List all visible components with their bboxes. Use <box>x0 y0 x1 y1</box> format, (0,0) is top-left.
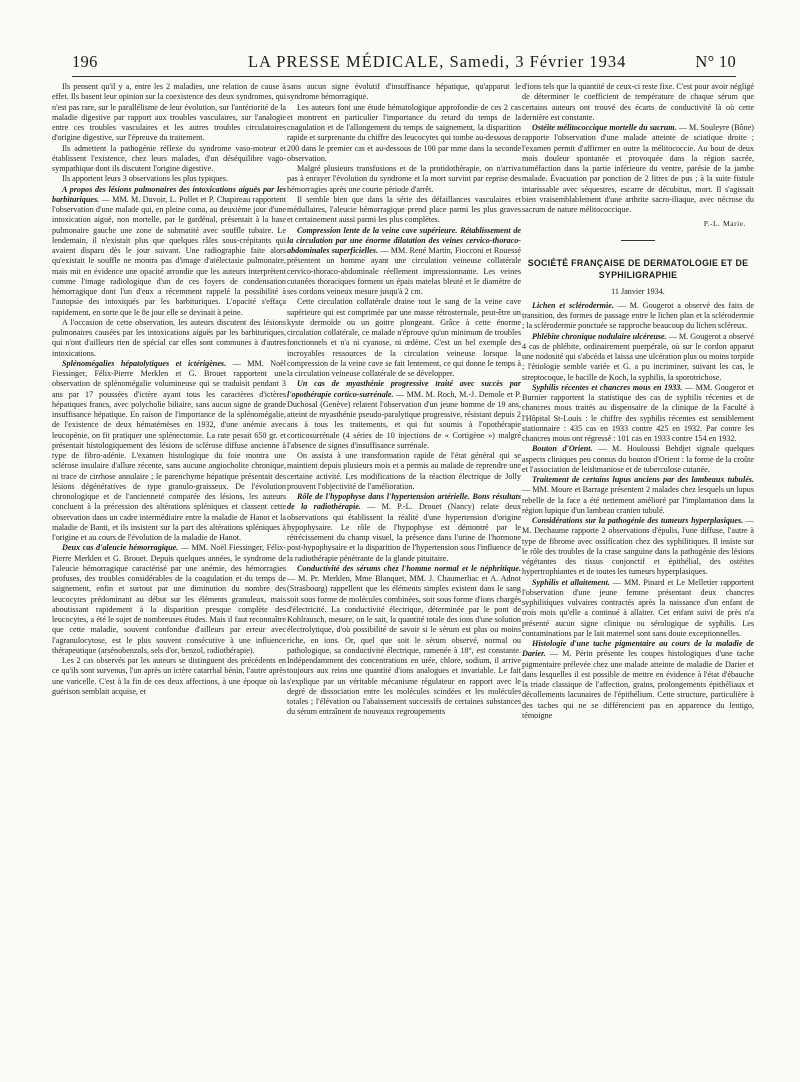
paragraph <box>287 195 521 226</box>
paragraph <box>287 226 521 298</box>
paragraph <box>522 123 754 215</box>
paragraph-text: Malgré plusieurs transfusions et de la protidothérapie, on n'arriva pas à enrayer l'évolution du syndrome et la mort survint par reprise des hémorragies après une courte période d'arrêt. <box>287 164 521 194</box>
session-date: 11 Janvier 1934. <box>611 286 665 296</box>
section-heading: Syphilis récentes et chancres mous en 1933. <box>532 382 683 392</box>
section-heading: Bouton d'Orient. <box>532 444 593 454</box>
section-heading: A propos des lésions pulmonaires des intoxications aiguës par les barbituriques. <box>52 184 286 204</box>
paragraph <box>52 82 286 144</box>
paragraph <box>522 639 754 721</box>
paragraph-text: — M. Souleyre (Bône) rapporte l'observation d'une malade atteinte de sciatique droite ; l'examen permit d'affirmer en outre la mélitococcie. Au bout de deux mois douleur spontanée et provoquée dans la région sacrée, tuméfaction dans la partie inférieure du ventre, parésie de la jambe malade. Évacuation par ponction de 2 litres de pus ; à la suite fistule intarissable avec séquestres, escarre de décubitus, mort. Il s'agissait bien vraisemblablement d'une arthrite sacro-iliaque, avec nécrose du sacrum de nature mélitococcique. <box>522 123 754 214</box>
paragraph-text: — MM. Pinard et Le Melletier rapportent l'observation d'une jeune femme présentant deux chancres syphilitiques vulvaires contractés après la naissance d'un enfant de trois mois qu'elle a continué à allaiter. Cet enfant suivi de près n'a présenté aucun signe clinique ou sérologique de syphilis. Les contaminations par le lait maternel sont sans doute exceptionnelles. <box>522 577 754 638</box>
section-heading: Compression lente de la veine cave supérieure. Rétablissement de la circulation par une énorme dilatation des veines cervico-thoraco-abdominales superficielles. <box>287 225 521 255</box>
paragraph <box>522 516 754 578</box>
section-heading: Deux cas d'aleucie hémorragique. <box>62 543 179 553</box>
paragraph-text: — MM. Gougerot et Burnier rapportent la statistique des cas de syphilis récentes et de chancres mous traités au dispensaire de la clinique de la Faculté à l'Hôpital St-Louis : le chiffre des syphilis récentes est sensiblement stationnaire : 435 cas en 1933 contre 425 en 1932. Par contre les chancres mous ont régressé : 101 cas en 1933 contre 154 en 1932. <box>522 382 754 443</box>
paragraph-text: sans aucun signe évolutif d'insuffisance hépatique, qu'apparut le syndrome hémorragique. <box>287 82 521 102</box>
paragraph <box>287 297 521 379</box>
paragraph <box>52 656 286 697</box>
section-heading: Considérations sur la pathogénie des tumeurs hyperplasiques. <box>532 516 744 525</box>
paragraph-text: Cette circulation collatérale draine tout le sang de la veine cave supérieure qui est comprimée par une masse rétrosternale, peut-être un kyste dermoïde ou un goitre plongeant. Grâce à cette énorme circulation collatérale, ce malade n'éprouve qu'un minimum de troubles fonctionnels et n'a ni cyanose, ni œdème. C'est un bel exemple des incroyables ressources de la circulation veineuse lorsque la compression de la veine cave se fait lentement, ce qui donne le temps à la circulation veineuse collatérale de se développer. <box>287 297 521 378</box>
page-number: 196 <box>72 52 98 71</box>
paragraph-text: Les 2 cas observés par les auteurs se distinguent des précédents en ce qu'ils sont survenus, l'un après un ictère catarrhal bénin, l'autre après une varicelle. C'est à la fin de ces deux affections, à une époque où la guérison semblait acquise, et <box>52 656 286 696</box>
paragraph <box>52 185 286 318</box>
paragraph-text: — M. Houloussi Behdjet signale quelques aspects cliniques peu connus du bouton d'Orient : la forme de la croûte et l'association de leishmaniose et de tuberculose cutanée. <box>522 444 754 474</box>
column-right-bottom <box>522 301 754 721</box>
paragraph <box>522 332 754 383</box>
paragraph <box>522 82 754 123</box>
column-right-top <box>522 82 754 215</box>
column-left <box>52 82 286 697</box>
section-heading: Traitement de certains lupus anciens par des lambeaux tubulés. <box>532 475 754 484</box>
section-heading: Histologie d'une tache pigmentaire au cours de la maladie de Darier. <box>522 639 754 659</box>
paragraph-text: Il semble bien que dans la série des défaillances vasculaires et médullaires, l'aleucie hémorragique prend place parmi les plus graves et certainement aussi parmi les plus complètes. <box>287 194 521 225</box>
section-heading: Ostéite mélitococcique mortelle du sacrum. <box>532 123 677 132</box>
paragraph <box>52 144 286 175</box>
paragraph <box>287 564 521 718</box>
column-right <box>522 82 754 721</box>
paragraph-text: — MM. Noël Fiessinger, Félix-Pierre Merklen et G. Brouet. Depuis quelques années, le syndrome de l'aleucie hémorragique caractérisé par une anémie, des hémorragies profuses, des troubles considérables de la coagulation et du temps de saignement, enfin et surtout par une diminution du nombre des leucocytes prédominant au début sur les éléments granuleux, mais aboutissant rapidement à la disparition presque complète des leucocytes, a été le sujet de nombreuses études. Mais il faut reconnaître que cette maladie, souvent confondue d'ailleurs par erreur avec l'agranulocytose, est le plus souvent consécutive à une influence thérapeutique (arsénobenzols, sels d'or, benzol, radiothérapie). <box>52 543 286 655</box>
society-heading: SOCIÉTÉ FRANÇAISE DE DERMATOLOGIE ET DE SYPHILIGRAPHIE <box>527 257 749 280</box>
paragraph <box>287 492 521 564</box>
paragraph-text: Ils pensent qu'il y a, entre les 2 maladies, une relation de cause à effet. Ils basent leur opinion sur la coexistence des deux syndromes, qui n'est pas rare, sur le parallélisme de leur évolution, sur l'antériorité de la maladie digestive par rapport aux troubles vasculaires, sur l'analogie entre ces troubles vasculaires et les autres troubles circulatoires d'origine digestive, sur l'épreuve du traitement. <box>52 82 286 143</box>
paragraph-text: Ils admettent la pathogénie réflexe du syndrome vaso-moteur et établissent l'existence, chez leurs malades, d'un déséquilibre vago-sympathique dont ils discutent l'origine digestive. <box>52 143 286 173</box>
paragraph <box>52 318 286 359</box>
paragraph-text: Les auteurs font une étude hématologique approfondie de ces 2 cas et montrent en particulier l'importance du retard du temps de la coagulation et de l'allongement du temps de saignement, la disparition rapide et surprenante du chiffre des leucocytes qui tombe au-dessous de 200 dans le premier cas et au-dessous de 100 par mme dans la seconde observation. <box>287 102 521 163</box>
section-heading: Syphilis et allaitement. <box>532 577 610 587</box>
column-middle <box>287 82 521 718</box>
paragraph-text: — M. Dechaume rapporte 2 observations d'épulis, l'une diffuse, l'autre à type de fibrome avec ossification chez des syphilitiques. Il insiste sur le rôle des troubles de la crase sanguine dans la pathogénie des lésions végétantes des tissus conjonctif et épithélial, des ostéites hypertrophiantes et de toutes les tumeurs hyperplasiques. <box>522 516 755 577</box>
paragraph-text: A l'occasion de cette observation, les auteurs discutent des lésions pulmonaires causées par les intoxications aiguës par les barbituriques, qui n'ont d'ailleurs rien de spécial car elles sont communes à d'autres intoxications. <box>52 317 286 358</box>
paragraph <box>287 451 521 492</box>
paragraph-text: — M. Gougerot a observé 4 cas de phlébite, ordinairement puerpérale, où sur le cordon apparut une nodosité qui s'abcéda et laissa une ulcération plus ou moins torpide ; l'étiologie semble variée et G. a pu incriminer, suivant les cas, le streptocoque, le bacille de Koch, la syphilis, la sporotrichose. <box>522 331 754 382</box>
paragraph <box>287 379 521 451</box>
paragraph <box>522 301 754 332</box>
paragraph-text: — MM. Moure et Barrage présentent 2 malades chez lesquels un lupus rebelle de la face a été nettement amélioré par l'implantation dans la région lupique d'un lambeau cranien tubulé. <box>522 485 754 515</box>
section-heading: Splénomégalies hépatolytiques et ictérigènes. <box>62 358 227 368</box>
paragraph <box>522 475 754 516</box>
paragraph <box>287 103 521 165</box>
paragraph <box>522 444 754 475</box>
paragraph-text: Ils apportent leurs 3 observations les plus typiques. <box>62 174 229 184</box>
author-signature: P.-L. Marie. <box>703 219 746 229</box>
section-heading: Phlébite chronique nodulaire ulcéreuse. <box>532 331 667 341</box>
paragraph-text: — M. Pr. Merklen, Mme Blanquet, MM. J. Chaumerliac et A. Adnot (Strasbourg) rappellent que les éléments simples existent dans le sang soit sous forme de molécules combinées, soit sous forme d'ions chargés d'électricité. La conductivité électrique, déterminée par le pont de Kohlrausch, mesure, on le sait, la quantité totale des ions d'une solution électrolytique, d'où possibilité de savoir si le sérum est plus ou moins riche, en ions. Or, quel que soit le sérum observé, normal ou pathologique, sa conductivité électrique, ramenée à 18°, est constante. Indépendamment des concentrations en urée, chlore, sodium, il arrive toujours aux reins une quantité d'ions analogues et invariable. Le fait s'explique par un véritable mécanisme régulateur en rapport avec le degré de dissociation entre les molécules scindées et les molécules totales ; l'élévation ou l'abaissement successifs de certaines substances du sérum entraînent de nouveaux regroupements <box>287 574 521 717</box>
paragraph <box>52 543 286 656</box>
paragraph-text: — MM. M. Roch, M.-J. Demole et P. Duchosal (Genève) relatent l'observation d'un jeune homme de 19 ans, atteint de myasthénie pseudo-paralytique progressive, résistant depuis 2 ans à tous les traitements, et qui fut soumis à l'opothérapie corticosurrénale (4 séries de 10 injections de « Cortigène ») malgré l'absence de signes d'insuffisance surrénale. <box>287 389 521 450</box>
section-divider <box>621 240 655 241</box>
section-heading: Lichen et sclérodermie. <box>532 300 614 310</box>
paragraph-text: — MM. M. Duvoir, L. Pollet et P. Chapireau rapportent l'observation d'une malade qui, en pleine coma, au deuxième jour d'une intoxication aiguë, non mortelle, par le gardénal, présentait à la base pulmonaire gauche une zone de submatité avec souffle tubaire. Le lendemain, il n'existait plus que quelques râles sous-crépitants qui avaient disparu dès le jour suivant. Une radiographie faite alors qu'existait le souffle ne montra pas d'image d'atélectasie pulmonaire, mais mit en évidence une opacité arrondie que les auteurs interprètent comme l'image radiologique d'un de ces foyers de condensation hémorragique dont l'un d'eux a récemment rappelé la possibilité à l'autopsie des intoxiqués par les barbituriques. L'opacité s'effaça rapidement, en sorte que le 8e jour elle se devinait à peine. <box>52 194 286 317</box>
paragraph <box>52 359 286 544</box>
paragraph <box>287 82 521 103</box>
paragraph-text: — M. Gougerot a observé des faits de transition, des formes de passage entre le lichen plan et la sclérodermie ; la sclérodermie ponctuée se rapproche beaucoup du lichen scléreux. <box>522 300 754 331</box>
paragraph <box>52 174 286 184</box>
paragraph-text: — MM. René Martin, Fiocconi et Rouessé présentent un homme ayant une circulation veineuse collatérale cervico-thoraco-abdominale réellement impressionnante. Les veines cutanées thoraciques forment un épais matelas bleuté et le diamètre de ses cordons veineux mesure jusqu'à 2 cm. <box>287 246 521 296</box>
section-heading: Un cas de myasthénie progressive traité avec succès par l'opothérapie cortico-surrénale. <box>287 379 521 399</box>
paragraph <box>522 383 754 445</box>
section-heading: Conductivité des sérums chez l'homme normal et le néphritique. <box>297 563 521 573</box>
paragraph-text: — M. P.-L. Drouet (Nancy) relate deux observations qui établissent la réalité d'une hypertension d'origine hypophysaire. Le rôle de l'hypophyse est démontré par le rétrécissement du champ visuel, la présence dans l'urine de l'hormone post-hypophysaire et la disparition de l'hypertension sous l'influence de la radiothérapie pénétrante de la glande pituitaire. <box>287 502 521 563</box>
paragraph-text: — MM. Noël Fiessinger, Félix-Pierre Merklen et G. Brouet rapportent une observation de splénomégalie volumineuse qui se traduisit pendant 3 ans par 17 poussées d'ictère ayant tous les caractères d'ictères hépatiques francs, avec polycholie biliaire, sans aucun signe de grande insuffisance hépatique. En raison de l'importance de la splénomégalie, de l'existence de deux hématémèses en 1932, d'une anémie avec leucopénie, on fit pratiquer une splénectomie. La rate pesait 650 gr. et présentait histologiquement des lésions de sclérose diffuse ancienne à type de fibro-adénie. L'examen histologique du foie montra une sclérose insulaire d'allure récente, sans aucune angiocholite chronique, ni trace de cirrhose annulaire ; le parenchyme hépatique présentait des lésions dégénératives de type granulo-graisseux. De l'évolution chronologique et de l'ancienneté comparée des lésions, les auteurs concluent à la précession des altérations spléniques et classent cette observation dans un cadre intermédiaire entre la maladie de Hanot et la maladie de Banti, et ils insistent sur la part des altérations spléniques à l'origine et au cours de l'évolution de la maladie de Hanot. <box>52 358 286 542</box>
paragraph-text: d'ions tels que la quantité de ceux-ci reste fixe. C'est pour avoir négligé de déterminer le coefficient de température de chaque sérum que certains auteurs ont trouvé des écarts de conductivité là où cette dernière est constante. <box>522 82 754 122</box>
issue-number: N° 10 <box>695 52 736 71</box>
paragraph-text: On assista à une transformation rapide de l'état général qui se maintient depuis plusieurs mois et a permis au malade de reprendre une certaine activité. Les modifications de la réaction électrique de Jolly prouvent l'objectivité de l'amélioration. <box>287 451 521 491</box>
page-header <box>72 52 736 77</box>
paragraph <box>287 164 521 195</box>
section-heading: Rôle de l'hypophyse dans l'hypertension artérielle. Bons résultats de la radiothérapie. <box>287 492 521 512</box>
journal-title: LA PRESSE MÉDICALE, Samedi, 3 Février 1934 <box>248 52 627 71</box>
paragraph-text: — M. Périn présente les coupes histologiques d'une tache pigmentaire prélevée chez une malade atteinte de maladie de Darier et dans lesquelles il est possible de mettre en évidence à l'état d'ébauche la triade classique de l'affection, grains, prolongements épithéliaux et décollements lacunaires de l'épithélium. Cette structure, particulière à des taches qui ne se différencient pas en apparence du lentigo, témoigne <box>522 649 754 720</box>
paragraph <box>522 578 754 640</box>
